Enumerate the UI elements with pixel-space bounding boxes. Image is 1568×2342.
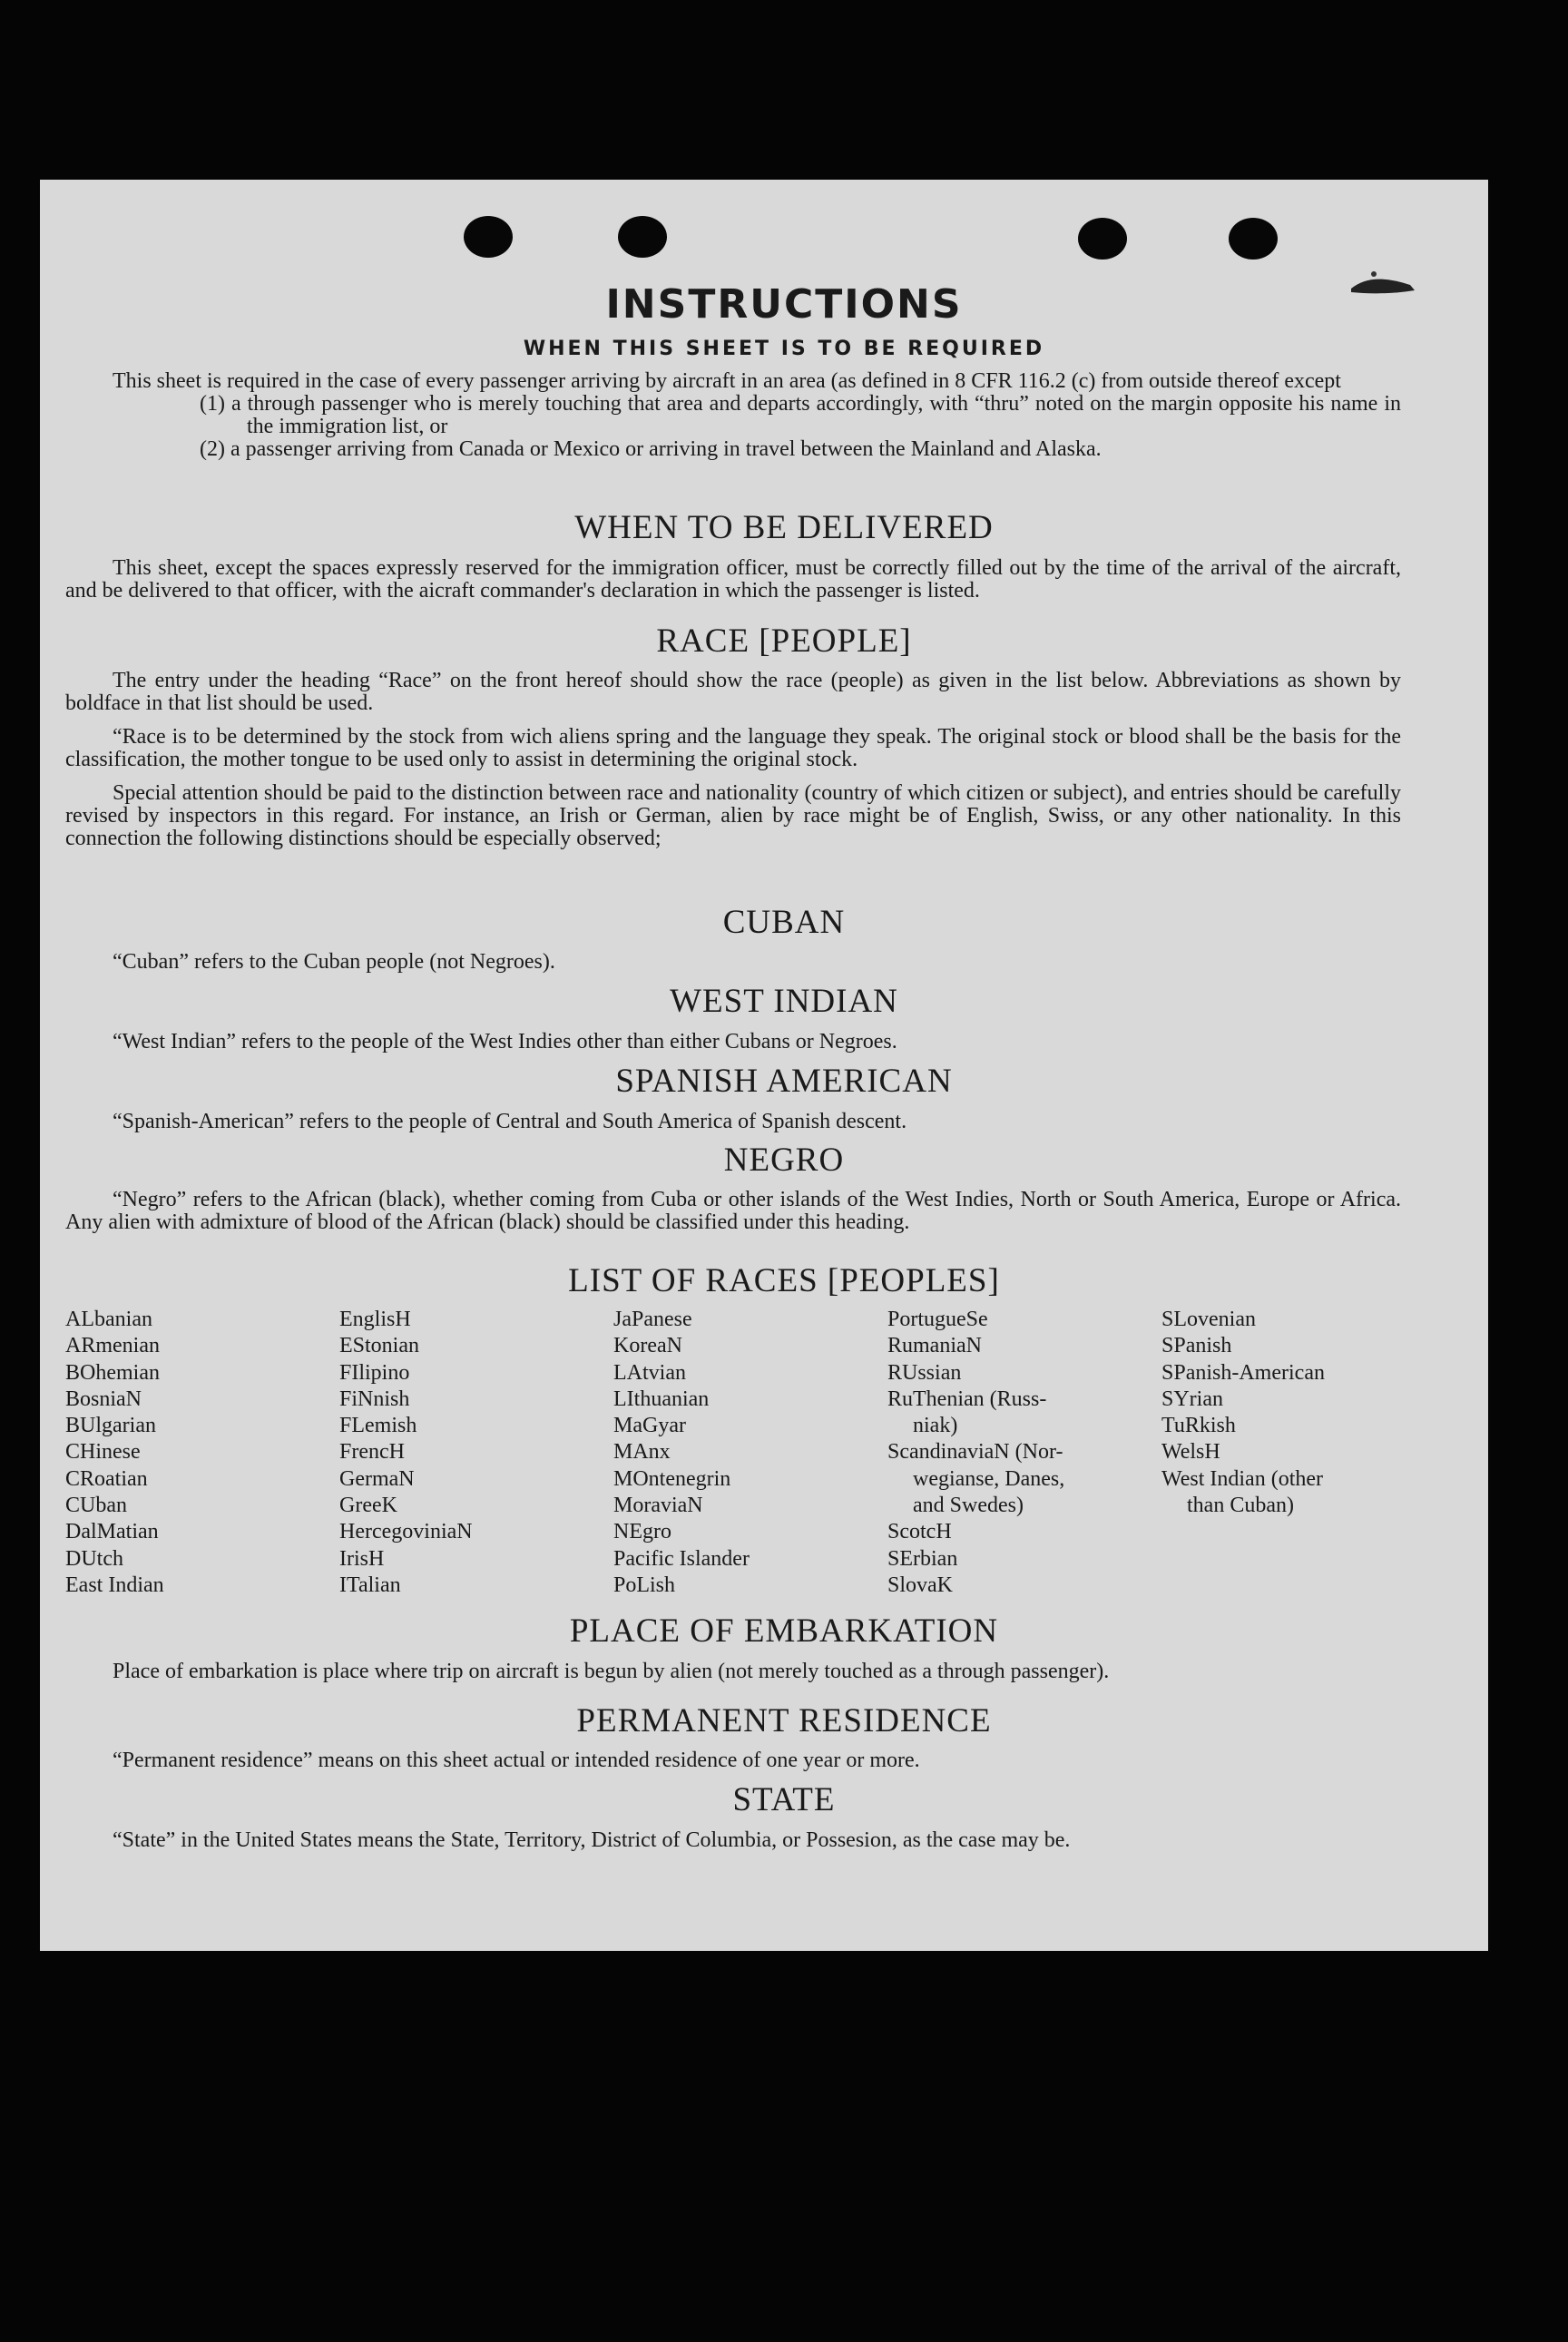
race-item: BOhemian — [65, 1360, 160, 1385]
section-heading-race: RACE [PEOPLE] — [656, 622, 912, 660]
race-item: MAnx — [613, 1440, 671, 1465]
paragraph: “Race is to be determined by the stock from wich aliens spring and the language they speak. The original stock or blood shall be the basis for the classification, the mother tongue to be used only to assist in determining the original stock. — [65, 725, 1401, 771]
page-subtitle: WHEN THIS SHEET IS TO BE REQUIRED — [523, 338, 1045, 360]
race-item: ALbanian — [65, 1308, 152, 1331]
race-item: ARmenian — [65, 1334, 160, 1358]
page-title: INSTRUCTIONS — [605, 281, 963, 328]
paragraph: “Spanish-American” refers to the people of Central and South America of Spanish descent. — [113, 1110, 907, 1133]
paragraph: “State” in the United States means the State, Territory, District of Columbia, or Possesion, as the case may be. — [113, 1828, 1071, 1852]
punch-hole-4 — [1229, 218, 1278, 260]
punch-hole-3 — [1078, 218, 1127, 260]
paragraph: “Permanent residence” means on this sheet actual or intended residence of one year or more. — [113, 1749, 920, 1772]
delivered-text — [65, 557, 1401, 603]
race-item: RuThenian (Russ- — [887, 1387, 1047, 1411]
race-item: SlovaK — [887, 1573, 953, 1597]
race-item: KoreaN — [613, 1334, 682, 1358]
paragraph: “West Indian” refers to the people of the West Indies other than either Cubans or Negroes. — [113, 1030, 897, 1053]
race-item: ScandinaviaN (Nor- — [887, 1440, 1063, 1465]
race-item: BosniaN — [65, 1387, 142, 1411]
race-item: LAtvian — [613, 1360, 686, 1385]
races-list — [65, 1307, 1426, 1599]
race-item: DalMatian — [65, 1520, 159, 1544]
section-heading-cuban: CUBAN — [722, 904, 846, 941]
race-item: ITalian — [339, 1573, 401, 1597]
race-item: ScotcH — [887, 1520, 952, 1544]
embarkation-text — [65, 1661, 1401, 1683]
paragraph: The entry under the heading “Race” on the front hereof should show the race (people) as given in the list below. Abbreviations as shown by boldface in that list should be used. — [65, 669, 1401, 715]
race-item: FiNnish — [339, 1387, 410, 1411]
race-item: DUtch — [65, 1546, 123, 1571]
race-item: PortugueSe — [887, 1308, 988, 1331]
cuban-text — [65, 951, 1401, 974]
section-heading-west-indian: WEST INDIAN — [670, 983, 898, 1020]
race-item: SYrian — [1161, 1387, 1223, 1411]
race-text — [65, 670, 1401, 850]
race-item: FIlipino — [339, 1360, 410, 1385]
race-item: HercegoviniaN — [339, 1520, 473, 1544]
race-item: CHinese — [65, 1440, 141, 1465]
race-item: FrencH — [339, 1440, 405, 1465]
races-column — [1161, 1307, 1436, 1599]
punch-hole-1 — [464, 216, 513, 258]
race-item: than Cuban) — [1187, 1494, 1294, 1518]
race-item: SPanish-American — [1161, 1360, 1325, 1385]
race-item: FLemish — [339, 1414, 417, 1438]
section-heading-list: LIST OF RACES [PEOPLES] — [568, 1262, 1000, 1299]
race-item: TuRkish — [1161, 1414, 1236, 1438]
section-heading-delivered: WHEN TO BE DELIVERED — [574, 509, 994, 546]
race-item: RUssian — [887, 1360, 962, 1385]
exception-item: (2) a passenger arriving from Canada or Mexico or arriving in travel between the Mainland and Alaska. — [200, 437, 1102, 461]
race-item: CUban — [65, 1494, 127, 1518]
state-text — [65, 1829, 1401, 1852]
race-item: SPanish — [1161, 1334, 1232, 1358]
paragraph: Special attention should be paid to the distinction between race and nationality (country of which citizen or subject), and entries should be carefully revised by inspectors in this regard. For instance, an Irish or German, alien by race might be of English, Swiss, or any other nationality. In this connection the following distinctions should be especially observed; — [65, 781, 1401, 850]
race-item: EnglisH — [339, 1308, 411, 1331]
race-item: niak) — [913, 1414, 958, 1438]
race-item: WelsH — [1161, 1440, 1220, 1465]
exception-item: (1) a through passenger who is merely touching that area and departs accordingly, with “thru” noted on the margin opposite his name in the immigration list, or — [200, 392, 1401, 438]
section-heading-embarkation: PLACE OF EMBARKATION — [569, 1612, 999, 1650]
race-item: wegianse, Danes, — [913, 1466, 1065, 1491]
race-item: PoLish — [613, 1573, 676, 1597]
paragraph: This sheet, except the spaces expressly reserved for the immigration officer, must be correctly filled out by the time of the arrival of the aircraft, and be delivered to that officer, with the aicraft commander's declaration in which the passenger is listed. — [65, 556, 1401, 603]
race-item: CRoatian — [65, 1466, 148, 1491]
race-item: GermaN — [339, 1466, 415, 1491]
race-item: MaGyar — [613, 1414, 686, 1438]
negro-text — [65, 1189, 1401, 1234]
paragraph: “Cuban” refers to the Cuban people (not Negroes). — [113, 950, 555, 974]
paragraph: Place of embarkation is place where trip on aircraft is begun by alien (not merely touched as a through passenger). — [113, 1660, 1110, 1683]
intro-block — [65, 370, 1401, 461]
intro-paragraph: This sheet is required in the case of every passenger arriving by aircraft in an area (as defined in 8 CFR 116.2 (c) from outside thereof except — [113, 369, 1341, 393]
race-item: LIthuanian — [613, 1387, 710, 1411]
race-item: West Indian (other — [1161, 1466, 1324, 1491]
section-heading-state: STATE — [732, 1781, 836, 1818]
race-item: IrisH — [339, 1546, 385, 1571]
paragraph: “Negro” refers to the African (black), whether coming from Cuba or other islands of the West Indies, North or South America, Europe or Africa. Any alien with admixture of blood of the African (black) should be classified under this heading. — [65, 1188, 1401, 1234]
race-item: EStonian — [339, 1334, 419, 1358]
race-item: BUlgarian — [65, 1414, 156, 1438]
section-heading-residence: PERMANENT RESIDENCE — [576, 1702, 992, 1739]
west-indian-text — [65, 1031, 1401, 1053]
race-item: SErbian — [887, 1546, 958, 1571]
race-item: RumaniaN — [887, 1334, 982, 1358]
races-column — [339, 1307, 613, 1599]
races-column — [65, 1307, 339, 1599]
races-column — [613, 1307, 887, 1599]
race-item: NEgro — [613, 1520, 671, 1544]
punch-hole-2 — [618, 216, 667, 258]
spanish-american-text — [65, 1111, 1401, 1133]
race-item: MoraviaN — [613, 1494, 703, 1518]
races-column — [887, 1307, 1161, 1599]
residence-text — [65, 1749, 1401, 1772]
section-heading-negro: NEGRO — [723, 1142, 845, 1179]
race-item: East Indian — [65, 1573, 164, 1597]
section-heading-spanish-american: SPANISH AMERICAN — [615, 1063, 953, 1100]
race-item: JaPanese — [613, 1308, 692, 1331]
race-item: SLovenian — [1161, 1308, 1256, 1331]
race-item: GreeK — [339, 1494, 397, 1518]
race-item: MOntenegrin — [613, 1466, 731, 1491]
race-item: Pacific Islander — [613, 1546, 750, 1571]
race-item: and Swedes) — [913, 1494, 1024, 1518]
